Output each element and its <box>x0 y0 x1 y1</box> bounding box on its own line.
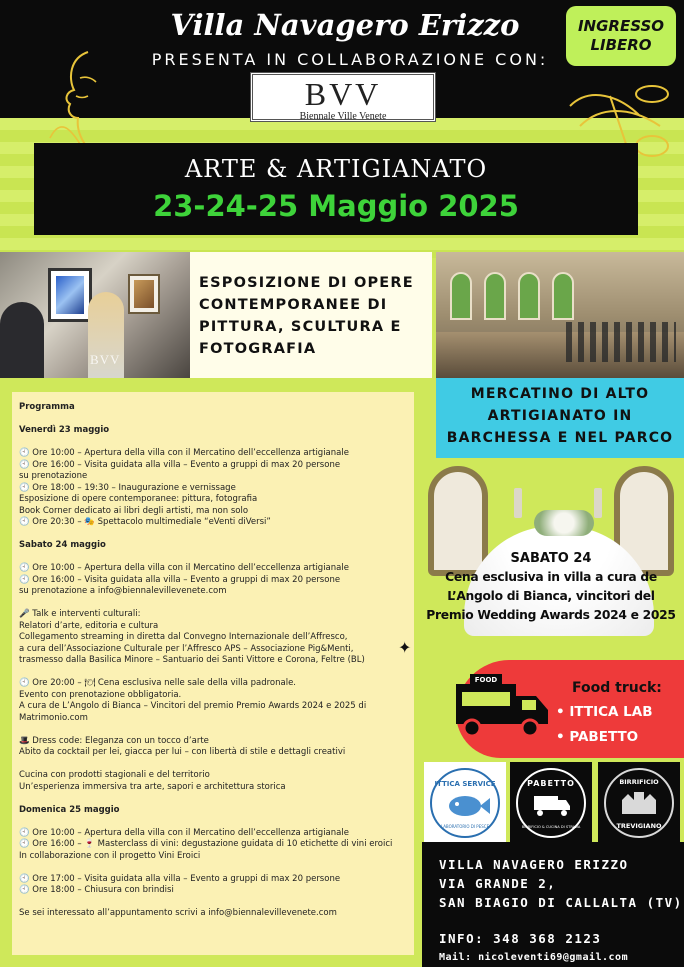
cena-text <box>418 550 684 625</box>
photo-watermark: BVV <box>90 352 121 367</box>
birrificio-bottom-text: TREVIGIANO <box>616 822 662 830</box>
visitor-man <box>0 302 44 378</box>
mercatino-line: MERCATINO DI ALTO <box>470 386 650 402</box>
program-line: A cura de L’Angolo di Bianca – Vincitori del premio Premio Awards 2024 e 2025 di <box>19 701 367 711</box>
flower-centerpiece <box>534 510 594 536</box>
exhibition-box <box>190 252 432 378</box>
bvv-logo <box>250 72 436 122</box>
program-line: Cucina con prodotti stagionali e del territorio <box>19 770 210 780</box>
food-truck-icon <box>452 674 552 744</box>
program-line: 🕙 Ore 20:30 – 🎭 Spettacolo multimediale “eVenti diVersi” <box>19 517 271 527</box>
hall-guests <box>566 322 676 362</box>
program-line: 🕙 Ore 18:00 – Chiusura con brindisi <box>19 885 174 895</box>
badge-line-1: INGRESSO <box>577 16 665 35</box>
program-line: Esposizione di opere contemporanee: pittura, fotografia <box>19 494 258 504</box>
candle <box>514 488 522 518</box>
exhibition-line: ESPOSIZIONE DI OPERE <box>199 275 414 291</box>
event-dates: 23-24-25 Maggio 2025 <box>153 189 519 223</box>
mercatino-line: ARTIGIANATO IN <box>487 408 633 424</box>
address-line: SAN BIAGIO DI CALLALTA (TV) <box>439 895 683 910</box>
mercatino-line: BARCHESSA E NEL PARCO <box>446 430 674 446</box>
birrificio-top-text: BIRRIFICIO <box>619 778 659 786</box>
birrificio-trevigiano-logo <box>598 762 680 844</box>
exhibition-line: FOTOGRAFIA <box>199 341 317 357</box>
program-line: Se sei interessato all’appuntamento scrivi a info@biennalevillevenete.com <box>19 908 337 918</box>
program-line: 🕙 Ore 10:00 – Apertura della villa con il Mercatino dell’eccellenza artigianale <box>19 827 349 838</box>
program-title: Programma <box>19 402 75 412</box>
cena-line: Cena esclusiva in villa a cura de <box>445 570 657 584</box>
program-line: 🕙 Ore 18:00 – 19:30 – Inaugurazione e vernissage <box>19 482 236 493</box>
cena-line: Premio Wedding Awards 2024 e 2025 <box>426 608 676 622</box>
program-line: Collegamento streaming in diretta dal Convegno Internazionale dell’Affresco, <box>19 632 348 642</box>
painting-brown <box>128 274 160 314</box>
partner-logos <box>422 762 684 844</box>
info-box <box>422 842 684 967</box>
ittica-bottom-text: LABORATORIO DI PESCE <box>440 824 490 829</box>
program-day-heading: Sabato 24 maggio <box>19 540 106 550</box>
program-line: Abito da cocktail per lei, giacca per lui – con libertà di stile e dettagli creativi <box>19 747 346 757</box>
hall-arch <box>450 272 472 320</box>
food-truck-item: • PABETTO <box>556 729 639 745</box>
ittica-top-text: ITTICA SERVICE <box>434 780 496 788</box>
program-line: 🎩 Dress code: Eleganza con un tocco d’arte <box>19 735 209 746</box>
program-line: 🕙 Ore 16:00 – Visita guidata alla villa – Evento a gruppi di max 20 persone <box>19 574 341 585</box>
presenta-text: PRESENTA IN COLLABORAZIONE CON: <box>151 50 549 69</box>
diamond-divider-icon: ✦ <box>398 638 412 657</box>
program-line: su prenotazione <box>19 471 88 481</box>
food-truck-title: Food truck: <box>572 680 662 696</box>
bvv-logo-sub: Biennale Ville Venete <box>299 111 387 122</box>
program-line: Evento con prenotazione obbligatoria. <box>19 689 182 700</box>
program-line: 🕙 Ore 10:00 – Apertura della villa con il Mercatino dell’eccellenza artigianale <box>19 448 349 458</box>
program-line: 🕙 Ore 20:00 – 🍽 Cena esclusiva nelle sale della villa padronale. <box>19 678 297 688</box>
painting-blue <box>48 268 92 322</box>
cena-heading: SABATO 24 <box>510 551 592 566</box>
pabetto-logo <box>510 762 592 844</box>
program-line: 🕙 Ore 16:00 – Visita guidata alla villa – Evento a gruppi di max 20 persone <box>19 459 341 470</box>
info-email: Mail: nicoleventi69@gmail.com <box>439 952 629 963</box>
event-title: ARTE & ARTIGIANATO <box>184 155 488 183</box>
bvv-logo-main: BVV <box>304 76 382 112</box>
program-days <box>19 425 414 931</box>
event-title-box <box>34 143 638 235</box>
badge-line-2: LIBERO <box>590 36 652 54</box>
exhibition-line: PITTURA, SCULTURA E <box>199 319 402 335</box>
program-line: su prenotazione a info@biennalevillevenete.com <box>19 586 227 596</box>
program-line: trasmesso dalla Basilica Minore – Santuario dei Santi Vittore e Corona, Feltre (BL) <box>19 655 365 665</box>
program-line: 🎤 Talk e interventi culturali: <box>19 609 141 619</box>
address-line: VIA GRANDE 2, <box>439 876 557 891</box>
program-line: a cura dell’Associazione Culturale per l’Affresco APS – Associazione Pig&Menti, <box>19 643 354 654</box>
program-line: Book Corner dedicato ai libri degli artisti, ma non solo <box>19 505 249 516</box>
ittica-service-logo <box>424 762 506 844</box>
ingresso-libero-badge <box>566 6 676 66</box>
program-day-heading: Domenica 25 maggio <box>19 804 120 815</box>
program-line: Matrimonio.com <box>19 712 88 723</box>
villa-title: Villa Navagero Erizzo <box>170 8 520 42</box>
program-panel <box>12 392 414 955</box>
address-line: VILLA NAVAGERO ERIZZO <box>439 857 629 872</box>
food-truck-item: • ITTICA LAB <box>556 704 653 720</box>
hall-arch <box>552 272 574 320</box>
program-line: 🕙 Ore 10:00 – Apertura della villa con il Mercatino dell’eccellenza artigianale <box>19 563 349 573</box>
exhibition-line: CONTEMPORANEE DI <box>199 297 388 313</box>
info-phone: INFO: 348 368 2123 <box>439 931 602 946</box>
pabetto-sub-text: BIRRIFICIO & CUCINA DI STRADA <box>521 825 581 829</box>
program-line: 🕙 Ore 17:00 – Visita guidata alla villa – Evento a gruppi di max 20 persone <box>19 873 341 884</box>
candle <box>594 488 602 518</box>
hall-photo <box>436 252 684 378</box>
mercatino-box <box>436 378 684 458</box>
cena-line: L’Angolo di Bianca, vincitori del <box>447 589 655 603</box>
food-truck-list <box>556 700 653 750</box>
program-line: 🕙 Ore 16:00 – 🍷 Masterclass di vini: degustazione guidata di 10 etichette di vini eroici <box>19 839 393 849</box>
program-day-heading: Venerdì 23 maggio <box>19 425 110 435</box>
program-line: In collaborazione con il progetto Vini Eroici <box>19 850 201 861</box>
pabetto-text: PABETTO <box>527 779 575 788</box>
hall-arch <box>518 272 540 320</box>
truck-label: FOOD <box>474 676 498 684</box>
hall-arch <box>484 272 506 320</box>
program-line: Un’esperienza immersiva tra arte, sapori e architettura storica <box>19 781 286 792</box>
gallery-photo <box>0 252 190 378</box>
program-line: Relatori d’arte, editoria e cultura <box>19 620 159 631</box>
